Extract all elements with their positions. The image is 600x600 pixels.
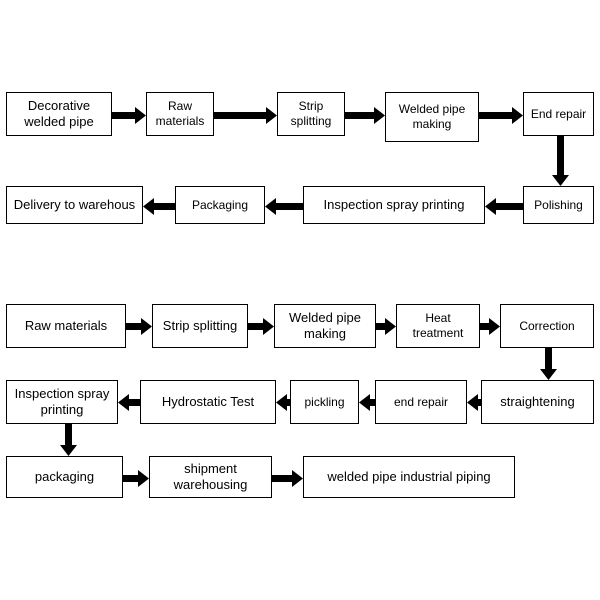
process-box-f1n6: Polishing <box>523 186 594 224</box>
process-box-f1n8: Packaging <box>175 186 265 224</box>
flow-arrow-right <box>345 107 385 124</box>
process-box-f1n4: Welded pipe making <box>385 92 479 142</box>
flow-arrow-right <box>376 318 396 335</box>
flow-arrow-left <box>143 198 175 215</box>
process-box-f1n2: Raw materials <box>146 92 214 136</box>
process-box-f1n3: Strip splitting <box>277 92 345 136</box>
process-box-f2n7: end repair <box>375 380 467 424</box>
flow-arrow-left <box>276 394 290 411</box>
flow-arrow-down <box>60 424 77 456</box>
process-box-f1n1: Decorative welded pipe <box>6 92 112 136</box>
process-box-f2n9: Hydrostatic Test <box>140 380 276 424</box>
flow-arrow-down <box>552 136 569 186</box>
flow-arrow-left <box>118 394 140 411</box>
flow-arrow-down <box>540 348 557 380</box>
flow-arrow-left <box>265 198 303 215</box>
flow-arrow-right <box>112 107 146 124</box>
flow-arrow-left <box>485 198 523 215</box>
process-box-f2n4: Heat treatment <box>396 304 480 348</box>
flow-arrow-left <box>467 394 481 411</box>
flow-arrow-right <box>480 318 500 335</box>
process-box-f2n13: welded pipe industrial piping <box>303 456 515 498</box>
process-box-f2n11: packaging <box>6 456 123 498</box>
process-box-f1n5: End repair <box>523 92 594 136</box>
flow-arrow-right <box>126 318 152 335</box>
process-box-f2n5: Correction <box>500 304 594 348</box>
flow-arrow-right <box>248 318 274 335</box>
flow-arrow-right <box>272 470 303 487</box>
process-box-f2n10: Inspection spray printing <box>6 380 118 424</box>
process-box-f1n9: Delivery to warehous <box>6 186 143 224</box>
process-box-f2n12: shipment warehousing <box>149 456 272 498</box>
process-box-f2n6: straightening <box>481 380 594 424</box>
flow-arrow-right <box>479 107 523 124</box>
process-box-f2n1: Raw materials <box>6 304 126 348</box>
process-box-f2n8: pickling <box>290 380 359 424</box>
flow-arrow-right <box>123 470 149 487</box>
process-box-f1n7: Inspection spray printing <box>303 186 485 224</box>
process-box-f2n2: Strip splitting <box>152 304 248 348</box>
flow-arrow-left <box>359 394 375 411</box>
process-box-f2n3: Welded pipe making <box>274 304 376 348</box>
flow-arrow-right <box>214 107 277 124</box>
